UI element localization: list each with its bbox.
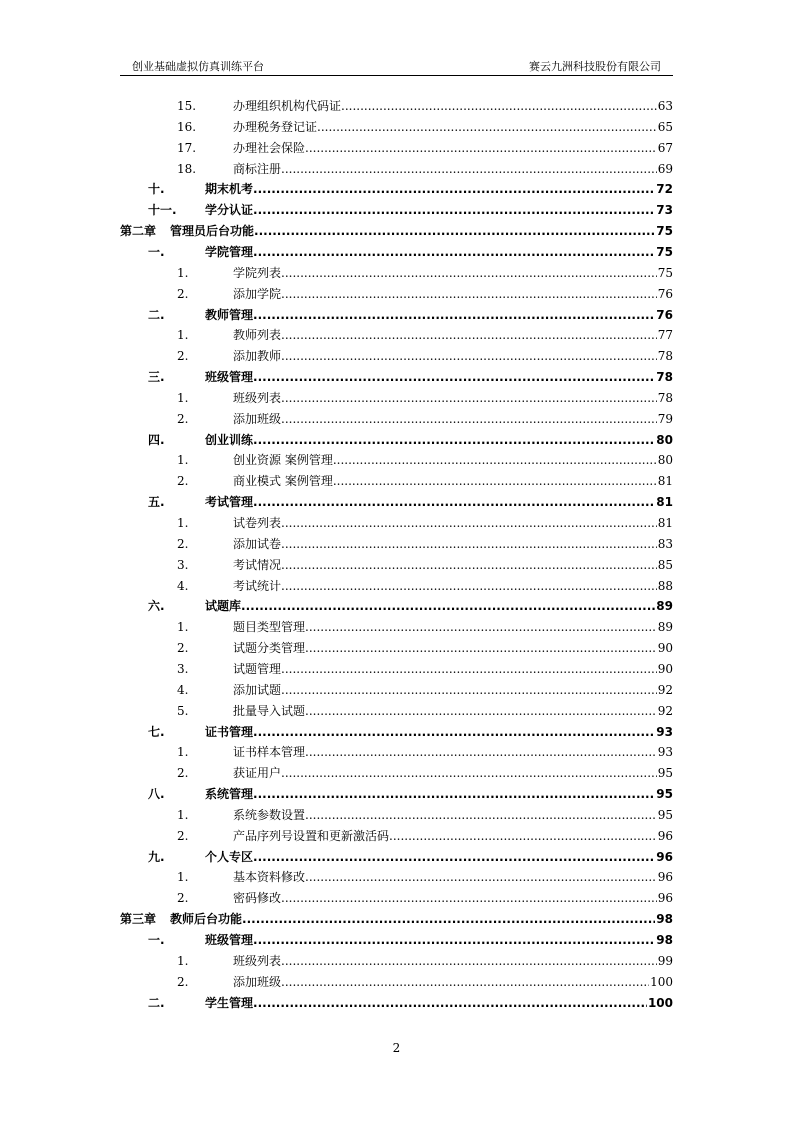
toc-entry-page: 96 [656,849,673,864]
toc-entry-number: 八. [148,787,165,802]
toc-entry-number: 2. [177,411,189,426]
toc-entry-number: 17. [177,140,197,155]
toc-entry-number: 1. [177,328,189,343]
toc-entry-page: 95 [656,787,673,802]
toc-entry-title: 办理组织机构代码证 [233,96,341,116]
toc-leader-dots [253,722,655,742]
toc-entry-title: 系统参数设置 [233,805,305,825]
toc-leader-dots [281,763,657,783]
toc-leader-dots [253,430,655,450]
toc-entry-number: 18. [177,161,197,176]
toc-entry-title: 试卷列表 [233,513,281,533]
toc-leader-dots [281,159,657,179]
toc-entry-page: 80 [656,432,673,447]
toc-entry[interactable] [0,576,793,596]
toc-entry-page: 90 [657,641,673,656]
toc-entry-title: 系统管理 [205,784,253,804]
toc-entry-title: 教师后台功能 [170,909,242,929]
toc-entry-page: 96 [657,891,673,906]
toc-entry-title: 添加学院 [233,284,281,304]
toc-entry-page: 75 [656,244,673,259]
toc-leader-dots [253,367,655,387]
toc-leader-dots [281,888,657,908]
toc-entry-number: 第二章 [120,224,157,239]
toc-entry-page: 65 [657,119,673,134]
toc-entry-page: 81 [656,495,673,510]
toc-entry-number: 2. [177,349,189,364]
toc-leader-dots [253,784,655,804]
toc-leader-dots [281,680,657,700]
toc-entry-number: 九. [148,849,165,864]
toc-entry-title: 产品序列号设置和更新激活码 [233,826,389,846]
toc-leader-dots [281,659,657,679]
toc-entry-number: 1. [177,265,189,280]
toc-entry-number: 十一. [148,203,177,218]
toc-entry[interactable] [0,722,793,742]
toc-entry-number: 2. [177,641,189,656]
toc-leader-dots [305,638,657,658]
toc-entry[interactable] [0,951,793,971]
toc-entry[interactable] [0,867,793,887]
toc-leader-dots [281,972,649,992]
toc-entry-page: 78 [657,349,673,364]
toc-entry-title: 办理税务登记证 [233,117,317,137]
toc-leader-dots [281,534,657,554]
toc-leader-dots [305,701,657,721]
toc-leader-dots [253,305,655,325]
toc-entry-page: 76 [657,286,673,301]
toc-entry[interactable] [0,242,793,262]
toc-entry-page: 95 [657,807,673,822]
toc-entry-page: 92 [657,682,673,697]
toc-leader-dots [281,513,657,533]
toc-entry-title: 证书管理 [205,722,253,742]
toc-entry-number: 3. [177,661,189,676]
toc-entry-number: 1. [177,953,189,968]
toc-entry[interactable] [0,617,793,637]
toc-leader-dots [253,847,655,867]
toc-entry[interactable] [0,742,793,762]
toc-entry-title: 考试管理 [205,492,253,512]
toc-leader-dots [253,492,655,512]
toc-entry-page: 99 [657,953,673,968]
toc-entry-title: 学院列表 [233,263,281,283]
toc-entry[interactable] [0,805,793,825]
toc-entry-title: 商标注册 [233,159,281,179]
toc-entry-title: 题目类型管理 [233,617,305,637]
toc-entry-number: 一. [148,244,165,259]
toc-leader-dots [281,263,657,283]
toc-entry-title: 办理社会保险 [233,138,305,158]
toc-entry-title: 班级列表 [233,388,281,408]
toc-entry-page: 75 [656,224,673,239]
toc-entry-number: 七. [148,724,165,739]
toc-entry-number: 二. [148,307,165,322]
toc-entry-page: 98 [656,912,673,927]
toc-leader-dots [253,242,655,262]
toc-entry-number: 1. [177,390,189,405]
toc-entry-number: 1. [177,807,189,822]
toc-entry-number: 十. [148,182,165,197]
toc-entry-title: 创业资源 案例管理 [233,450,333,470]
toc-leader-dots [281,576,657,596]
toc-entry-title: 试题管理 [233,659,281,679]
toc-entry-page: 89 [656,599,673,614]
toc-leader-dots [305,138,657,158]
toc-entry-title: 个人专区 [205,847,253,867]
toc-entry-page: 89 [657,620,673,635]
toc-entry-page: 63 [657,99,673,113]
toc-entry[interactable] [0,596,793,616]
toc-entry-number: 2. [177,474,189,489]
toc-entry[interactable] [0,409,793,429]
toc-leader-dots [281,555,657,575]
toc-entry-page: 79 [657,411,673,426]
toc-entry[interactable] [0,221,793,241]
toc-leader-dots [305,617,657,637]
toc-entry-page: 77 [657,328,673,343]
toc-entry-title: 考试情况 [233,555,281,575]
toc-entry-title: 添加试卷 [233,534,281,554]
toc-entry-title: 添加试题 [233,680,281,700]
toc-entry-title: 试题分类管理 [233,638,305,658]
toc-entry[interactable] [0,492,793,512]
toc-entry[interactable] [0,701,793,721]
toc-entry[interactable] [0,763,793,783]
toc-leader-dots [333,450,657,470]
toc-leader-dots [389,826,657,846]
toc-entry-title: 管理员后台功能 [170,221,254,241]
toc-entry-number: 四. [148,432,165,447]
toc-entry-title: 学分认证 [205,200,253,220]
toc-leader-dots [305,805,657,825]
toc-entry[interactable] [0,138,793,158]
toc-entry[interactable] [0,638,793,658]
toc-entry-page: 81 [657,474,673,489]
toc-entry[interactable] [0,826,793,846]
toc-entry-title: 教师列表 [233,325,281,345]
toc-entry[interactable] [0,847,793,867]
toc-leader-dots [253,930,655,950]
toc-leader-dots [253,179,655,199]
toc-entry[interactable] [0,450,793,470]
toc-entry[interactable] [0,972,793,992]
toc-entry-page: 93 [656,724,673,739]
toc-entry[interactable] [0,784,793,804]
toc-entry-title: 班级管理 [205,930,253,950]
toc-entry[interactable] [0,430,793,450]
toc-entry-number: 1. [177,516,189,530]
toc-entry-title: 基本资料修改 [233,867,305,887]
toc-entry-number: 1. [177,453,189,468]
toc-entry-title: 考试统计 [233,576,281,596]
toc-entry[interactable] [0,325,793,345]
toc-entry-number: 2. [177,974,189,989]
toc-entry[interactable] [0,367,793,387]
toc-entry-number: 2. [177,828,189,843]
toc-entry-title: 证书样本管理 [233,742,305,762]
toc-leader-dots [242,909,655,929]
toc-entry-page: 78 [657,390,673,405]
toc-entry-page: 100 [650,974,673,989]
toc-entry-title: 试题库 [205,596,241,616]
toc-leader-dots [281,951,657,971]
toc-leader-dots [341,96,657,116]
toc-entry-title: 密码修改 [233,888,281,908]
toc-leader-dots [241,596,655,616]
toc-entry-number: 5. [177,703,189,718]
toc-entry-title: 班级管理 [205,367,253,387]
toc-entry[interactable] [0,930,793,950]
toc-entry-title: 获证用户 [233,763,281,783]
page-header [120,57,673,76]
toc-entry-page: 98 [656,933,673,947]
toc-entry-page: 75 [657,265,673,280]
toc-leader-dots [281,325,657,345]
toc-entry[interactable] [0,263,793,283]
toc-entry-number: 第三章 [120,912,157,927]
toc-entry-title: 期末机考 [205,179,253,199]
toc-entry[interactable] [0,388,793,408]
toc-entry-page: 100 [647,995,673,1010]
toc-entry-number: 2. [177,536,189,551]
toc-entry-page: 96 [657,828,673,843]
toc-entry[interactable] [0,284,793,304]
toc-entry-page: 95 [657,766,673,781]
toc-entry-page: 81 [657,516,673,530]
toc-entry[interactable] [0,513,793,533]
toc-leader-dots [281,409,657,429]
page-number: 2 [392,1041,401,1055]
toc-entry[interactable] [0,659,793,679]
header-left-text: 创业基础虚拟仿真训练平台 [132,60,264,73]
toc-leader-dots [281,284,657,304]
toc-leader-dots [305,867,657,887]
toc-entry-number: 1. [177,870,189,885]
toc-entry-title: 添加班级 [233,409,281,429]
toc-entry[interactable] [0,534,793,554]
toc-entry-title: 商业模式 案例管理 [233,471,333,491]
toc-entry-title: 班级列表 [233,951,281,971]
toc-entry-number: 4. [177,578,189,593]
toc-entry-page: 85 [657,557,673,572]
toc-entry-page: 72 [656,182,673,197]
toc-entry-page: 92 [657,703,673,718]
toc-leader-dots [305,742,657,762]
toc-leader-dots [281,346,657,366]
toc-entry-number: 三. [148,370,165,385]
toc-entry-number: 1. [177,745,189,760]
toc-entry-number: 六. [148,599,165,614]
toc-entry[interactable] [0,680,793,700]
toc-leader-dots [317,117,657,137]
toc-entry[interactable] [0,96,793,116]
toc-entry[interactable] [0,117,793,137]
toc-entry[interactable] [0,159,793,179]
toc-entry-title: 教师管理 [205,305,253,325]
toc-entry-title: 创业训练 [205,430,253,450]
toc-entry-number: 2. [177,766,189,781]
toc-entry-title: 添加教师 [233,346,281,366]
toc-entry-page: 96 [657,870,673,885]
toc-entry-number: 16. [177,119,197,134]
toc-entry-title: 批量导入试题 [233,701,305,721]
toc-entry-number: 3. [177,557,189,572]
toc-entry[interactable] [0,471,793,491]
toc-entry-number: 五. [148,495,165,510]
toc-entry[interactable] [0,200,793,220]
toc-entry-page: 78 [656,370,673,385]
toc-entry-number: 15. [177,99,197,113]
toc-entry-number: 一. [148,933,165,947]
toc-entry[interactable] [0,993,793,1013]
toc-entry-number: 1. [177,620,189,635]
toc-entry-page: 80 [657,453,673,468]
toc-entry[interactable] [0,909,793,929]
toc-leader-dots [333,471,657,491]
toc-entry-page: 88 [657,578,673,593]
toc-leader-dots [281,388,657,408]
toc-entry-title: 添加班级 [233,972,281,992]
toc-entry-title: 学院管理 [205,242,253,262]
toc-entry-page: 69 [657,161,673,176]
toc-leader-dots [253,200,655,220]
header-right-text: 赛云九洲科技股份有限公司 [529,60,661,73]
toc-entry-number: 2. [177,286,189,301]
toc-entry-page: 83 [657,536,673,551]
toc-entry-page: 93 [657,745,673,760]
toc-entry-page: 76 [656,307,673,322]
toc-leader-dots [253,993,647,1013]
toc-entry[interactable] [0,555,793,575]
toc-entry-page: 73 [656,203,673,218]
toc-entry[interactable] [0,179,793,199]
toc-entry-number: 4. [177,682,189,697]
toc-leader-dots [254,221,655,241]
toc-entry-title: 学生管理 [205,993,253,1013]
toc-entry-number: 2. [177,891,189,906]
toc-entry-number: 二. [148,995,165,1010]
toc-entry[interactable] [0,346,793,366]
toc-entry[interactable] [0,305,793,325]
toc-entry-page: 90 [657,661,673,676]
toc-entry[interactable] [0,888,793,908]
toc-entry-page: 67 [657,140,673,155]
